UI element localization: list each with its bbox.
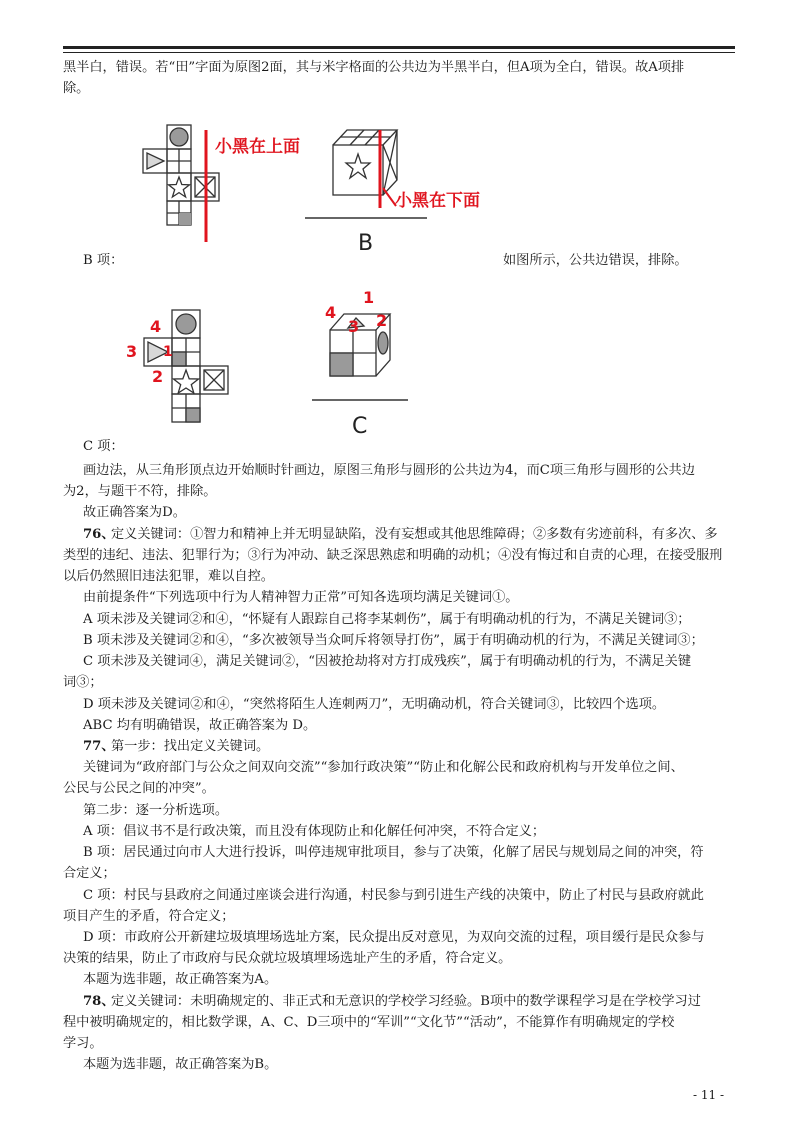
text-line: B 项未涉及关键词②和④，“多次被领导当众呵斥将领导打伤”，属于有明确动机的行为，不满足关键词③；: [83, 633, 704, 648]
text-line: 如图所示，公共边错误，排除。: [503, 253, 688, 268]
text-line: B 项：: [83, 253, 124, 268]
question-number: 77、: [83, 739, 115, 754]
header-rule-thin: [63, 52, 735, 53]
text-line: A 项未涉及关键词②和④，“怀疑有人跟踪自己将李某刺伤”，属于有明确动机的行为，不满足关键词③；: [83, 612, 691, 627]
net-label: 3: [126, 342, 138, 361]
cube-label: 1: [363, 288, 375, 307]
cube-label: 3: [348, 317, 360, 336]
text-line: 决策的结果，防止了市政府与民众就垃圾填埋场选址产生的矛盾，符合定义。: [63, 951, 512, 966]
star-icon: [174, 370, 199, 393]
circle-icon: [176, 314, 196, 334]
header-rule-thick: [63, 46, 735, 49]
cube-label: 4: [325, 303, 337, 322]
text-line: A 项：倡议书不是行政决策，而且没有体现防止和化解任何冲突，不符合定义；: [83, 824, 546, 839]
text-line: D 项：市政府公开新建垃圾填埋场选址方案，民众提出反对意见，为双向交流的过程，项目缓行是民众参与: [83, 930, 705, 945]
text-line: 词③；: [63, 675, 103, 690]
question-number: 76、: [83, 527, 115, 542]
text-line: 定义关键词：未明确规定的、非正式和无意识的学校学习经验。B项中的数学课程学习是在学校学习过: [111, 994, 701, 1009]
text-line: B 项：居民通过向市人大进行投诉，叫停违规审批项目，参与了决策，化解了居民与规划局之间的冲突，符: [83, 845, 704, 860]
text-line: 第一步：找出定义关键词。: [111, 739, 270, 754]
text-line: 类型的违纪、违法、犯罪行为；③行为冲动、缺乏深思熟虑和明确的动机；④没有悔过和自责的心理，在接受服刑: [63, 548, 723, 563]
option-label-c: C: [352, 414, 368, 438]
figure-b-label-right: 小黑在下面: [395, 191, 480, 211]
text-line: 以后仍然照旧违法犯罪，难以自控。: [63, 569, 274, 584]
text-line: C 项：村民与县政府之间通过座谈会进行沟通，村民参与到引进生产线的决策中，防止了村民与县政府就此: [83, 888, 704, 903]
text-line: 学习。: [63, 1036, 103, 1051]
text-line: 故正确答案为D。: [83, 505, 186, 520]
text-line: 关键词为“政府部门与公众之间双向交流”“参加行政决策”“防止和化解公民和政府机构与开发单位之间、: [83, 760, 684, 775]
cube-star-icon: [346, 154, 370, 178]
text-line: 黑半白，错误。若“田”字面为原图2面，其与米字格面的公共边为半黑半白，但A项为全白，错误。故A项排: [63, 60, 685, 75]
net-label: 1: [163, 344, 173, 360]
option-label-b: B: [358, 231, 374, 255]
text-line: C 项未涉及关键词④，满足关键词②，“因被抢劫将对方打成残疾”，属于有明确动机的行为，不满足关键: [83, 654, 692, 669]
text-line: 除。: [63, 81, 90, 96]
net-label: 2: [152, 367, 164, 386]
figure-b-label-left: 小黑在上面: [215, 137, 300, 157]
text-line: 合定义；: [63, 866, 116, 881]
net-label: 4: [150, 317, 162, 336]
text-line: 第二步：逐一分析选项。: [83, 803, 229, 818]
triangle-icon: [147, 153, 164, 169]
cube-label: 2: [376, 311, 388, 330]
text-line: C 项：: [83, 439, 124, 454]
text-line: 由前提条件“下列选项中行为人精神智力正常”可知各选项均满足关键词①。: [83, 590, 519, 605]
text-line: 本题为选非题，故正确答案为A。: [83, 972, 278, 987]
text-line: 程中被明确规定的，相比数学课，A、C、D三项中的“军训”“文化节”“活动”，不能算作有明确规定的学校: [63, 1015, 675, 1030]
text-line: 画边法，从三角形顶点边开始顺时针画边，原图三角形与圆形的公共边为4，而C项三角形与圆形的公共边: [83, 463, 695, 478]
cube-b: [333, 130, 397, 195]
page-number: - 11 -: [693, 1088, 725, 1102]
figure-b: [125, 120, 515, 255]
question-number: 78、: [83, 994, 115, 1009]
circle-icon: [170, 128, 188, 146]
text-line: 本题为选非题，故正确答案为B。: [83, 1057, 278, 1072]
text-line: 项目产生的矛盾，符合定义；: [63, 909, 235, 924]
text-line: 公民与公民之间的冲突”。: [63, 781, 215, 796]
figure-c: [120, 288, 420, 438]
text-line: ABC 均有明确错误，故正确答案为 D。: [83, 718, 317, 733]
text-line: 定义关键词：①智力和精神上并无明显缺陷，没有妄想或其他思维障碍；②多数有劣迹前科，有多次、多: [111, 527, 718, 542]
text-line: 为2，与题干不符，排除。: [63, 484, 217, 499]
star-icon: [169, 177, 190, 197]
text-line: D 项未涉及关键词②和④，“突然将陌生人连刺两刀”，无明确动机，符合关键词③，比较四个选项。: [83, 697, 666, 712]
